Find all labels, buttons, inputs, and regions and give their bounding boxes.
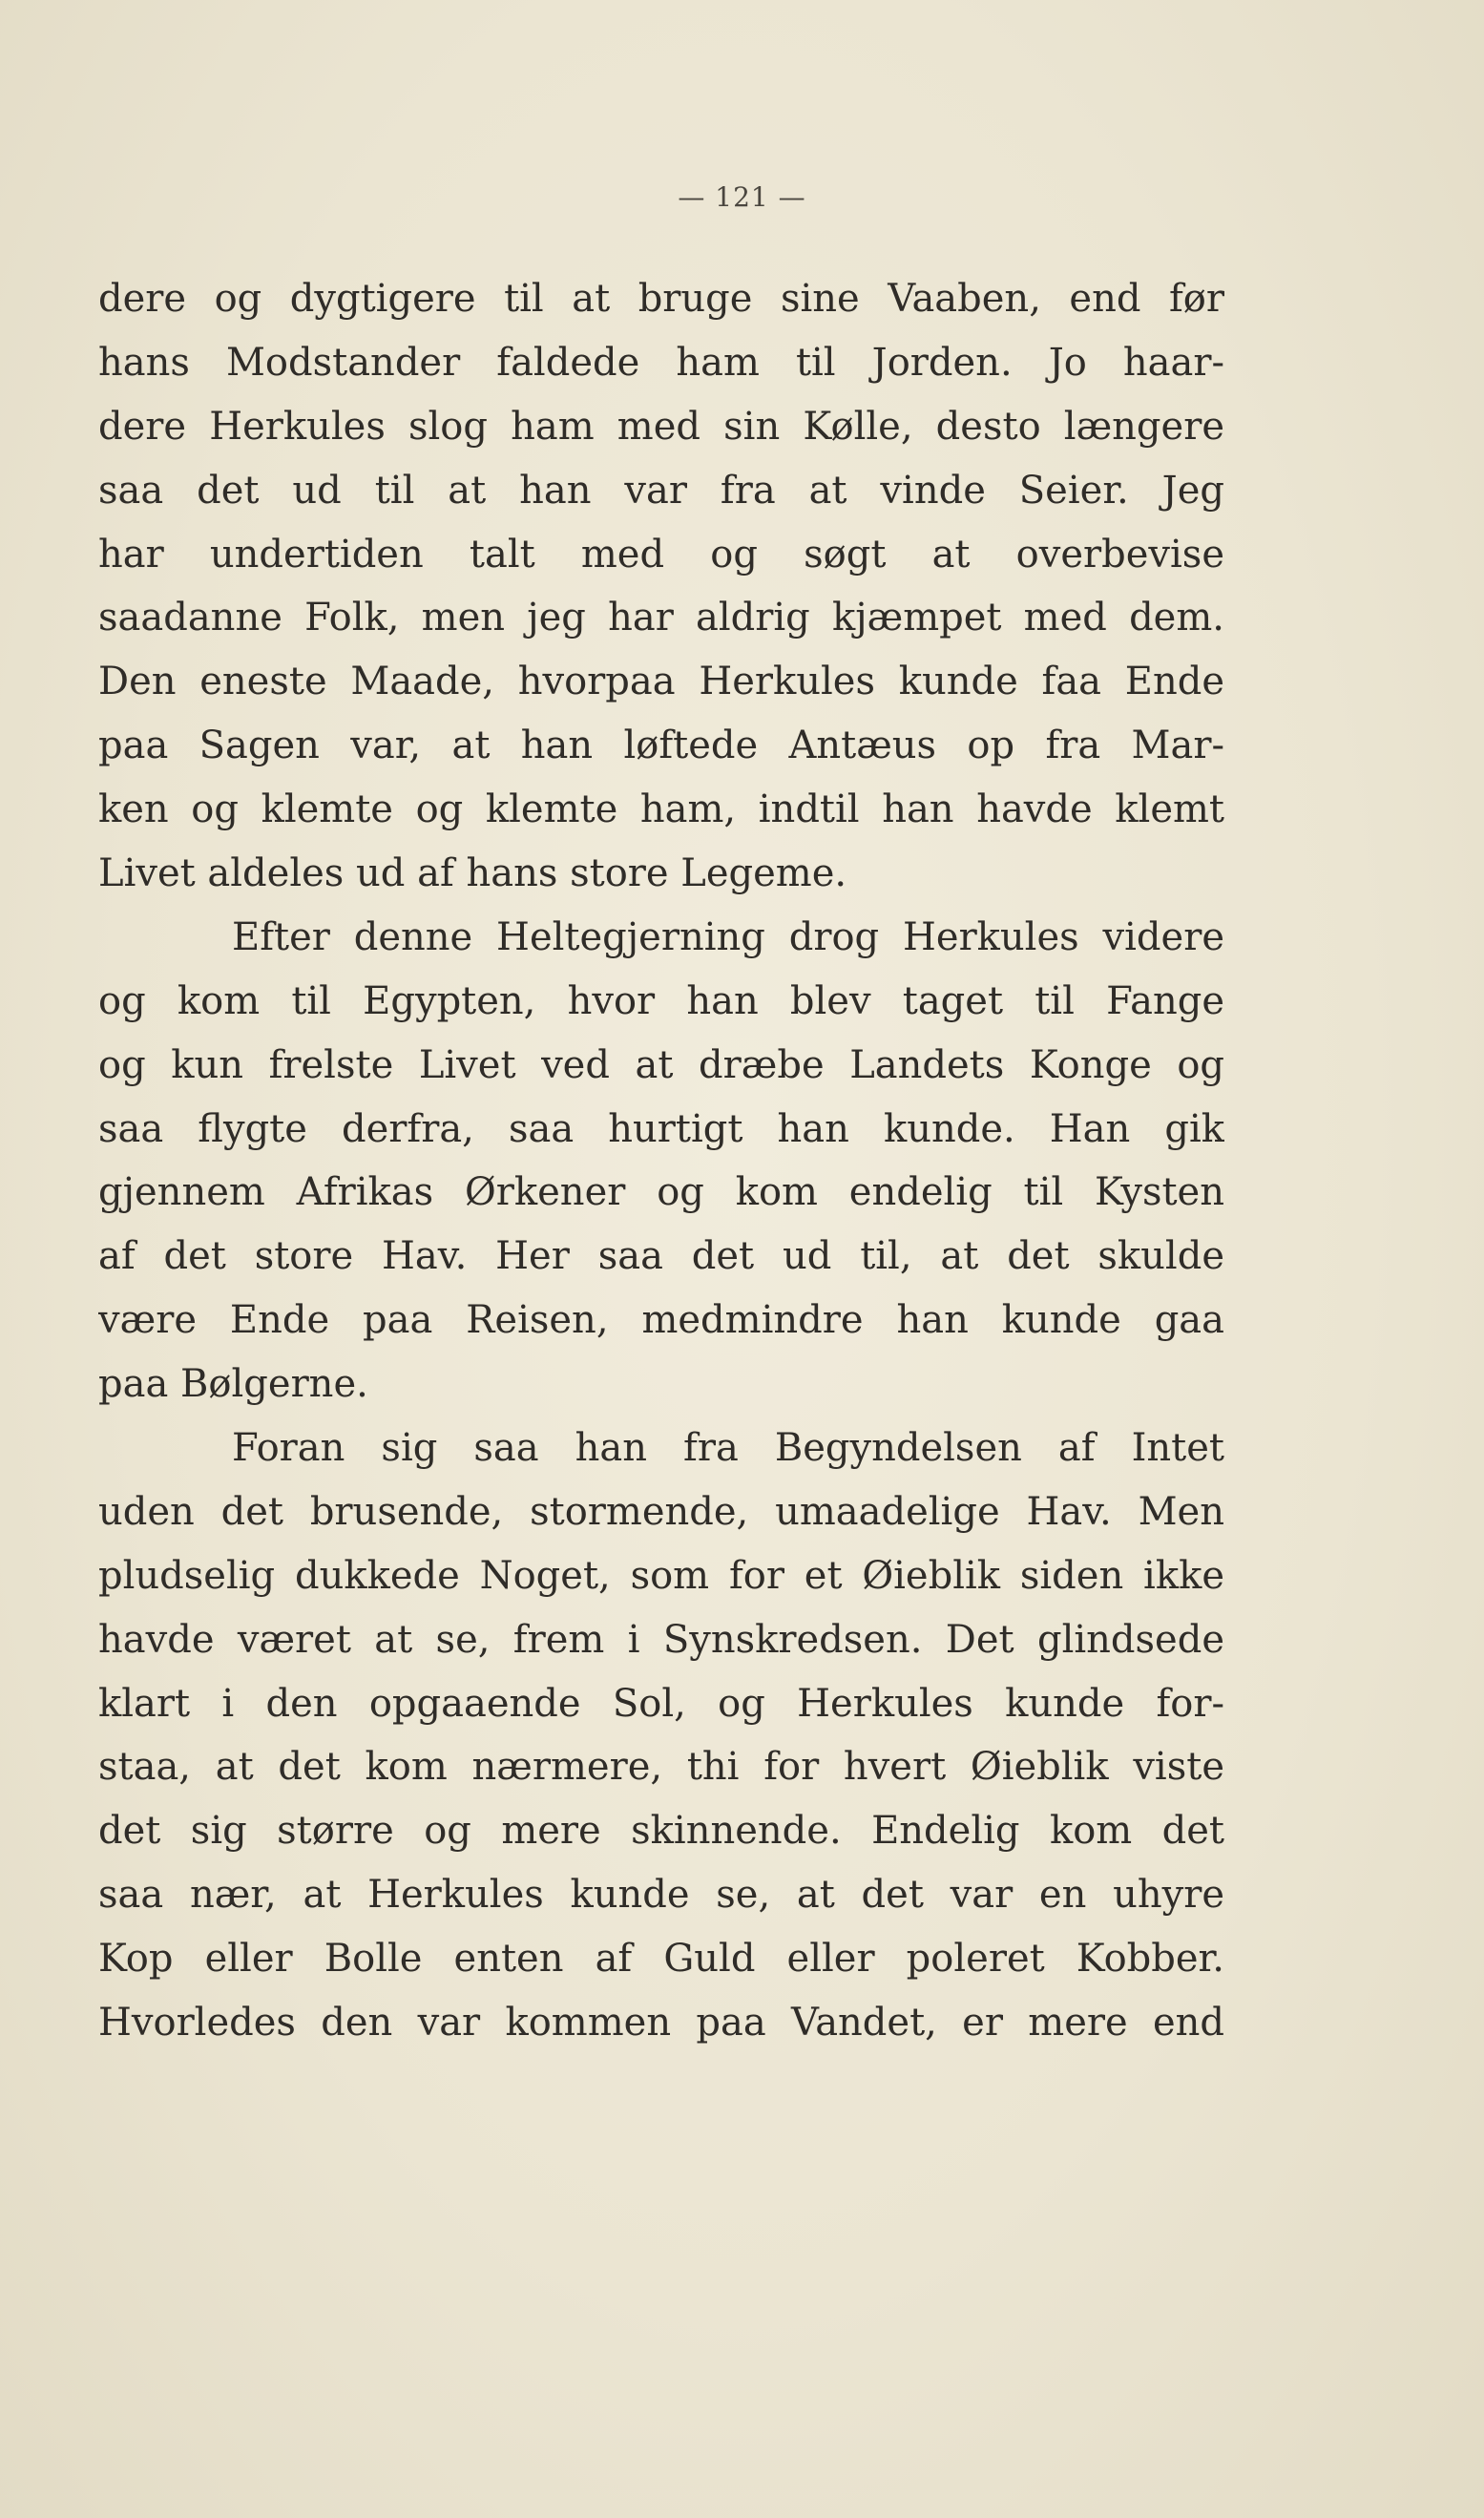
text-line: havde været at se, frem i Synskredsen. Det glindsede xyxy=(98,1617,1224,1662)
text-line: Kop eller Bolle enten af Guld eller poleret Kobber. xyxy=(98,1937,1224,1982)
text-line: Den eneste Maade, hvorpaa Herkules kunde faa Ende xyxy=(98,660,1224,704)
text-line: dere og dygtigere til at bruge sine Vaaben, end før xyxy=(98,277,1224,321)
text-line: hans Modstander faldede ham til Jorden. Jo haar- xyxy=(98,340,1224,385)
text-line: har undertiden talt med og søgt at overbevise xyxy=(98,532,1224,577)
page-number: — 121 — xyxy=(678,181,806,213)
text-line: ken og klemte og klemte ham, indtil han havde klemt xyxy=(98,787,1224,832)
text-line: klart i den opgaaende Sol, og Herkules kunde for- xyxy=(98,1681,1224,1726)
text-line: Livet aldeles ud af hans store Legeme. xyxy=(98,851,847,896)
text-line: det sig større og mere skinnende. Endelig kom det xyxy=(98,1809,1224,1854)
text-line: dere Herkules slog ham med sin Kølle, desto længere xyxy=(98,404,1224,449)
text-line: saa nær, at Herkules kunde se, at det var en uhyre xyxy=(98,1873,1224,1918)
text-line: gjennem Afrikas Ørkener og kom endelig til Kysten xyxy=(98,1170,1224,1215)
text-line: Hvorledes den var kommen paa Vandet, er mere end xyxy=(98,2001,1224,2046)
text-line: og kun frelste Livet ved at dræbe Landets Konge og xyxy=(98,1042,1224,1087)
text-line: saa flygte derfra, saa hurtigt han kunde. Han gik xyxy=(98,1106,1224,1151)
text-line: være Ende paa Reisen, medmindre han kunde gaa xyxy=(98,1298,1224,1343)
text-line: paa Sagen var, at han løftede Antæus op fra Mar- xyxy=(98,724,1224,768)
text-line: og kom til Egypten, hvor han blev taget til Fange xyxy=(98,978,1224,1023)
text-line: saadanne Folk, men jeg har aldrig kjæmpet med dem. xyxy=(98,596,1224,640)
text-line: af det store Hav. Her saa det ud til, at det skulde xyxy=(98,1234,1224,1279)
text-line: uden det brusende, stormende, umaadelige Hav. Men xyxy=(98,1489,1224,1534)
text-line: pludselig dukkede Noget, som for et Øieblik siden ikke xyxy=(98,1553,1224,1598)
text-line: saa det ud til at han var fra at vinde Seier. Jeg xyxy=(98,468,1224,513)
text-line: staa, at det kom nærmere, thi for hvert Øieblik viste xyxy=(98,1745,1224,1790)
text-line: paa Bølgerne. xyxy=(98,1362,368,1407)
text-line: Foran sig saa han fra Begyndelsen af Intet xyxy=(232,1426,1224,1471)
text-line: Efter denne Heltegjerning drog Herkules videre xyxy=(232,914,1224,959)
body-text xyxy=(98,267,1224,2055)
